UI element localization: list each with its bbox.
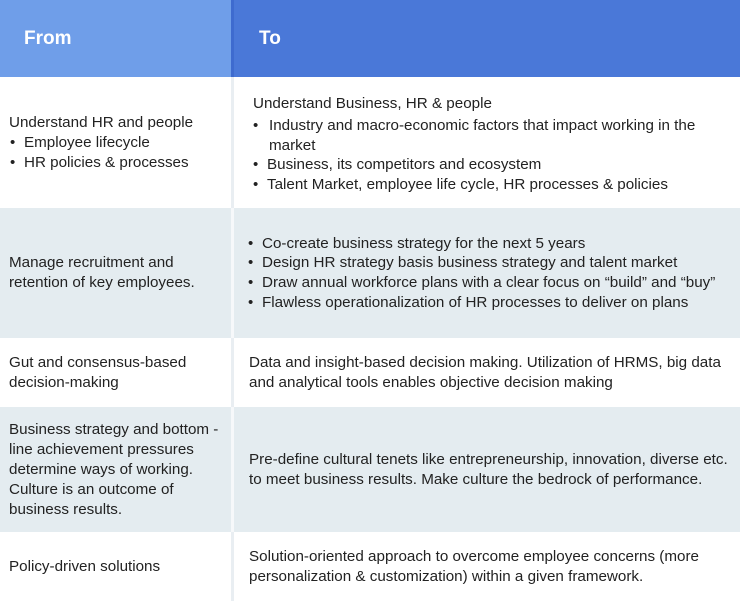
from-text: Policy-driven solutions	[9, 557, 161, 575]
from-cell	[0, 338, 231, 407]
from-cell	[0, 77, 231, 208]
from-cell	[0, 208, 231, 338]
table-row	[0, 77, 740, 208]
from-text: Gut and consensus-based decision-making	[9, 353, 187, 391]
to-cell	[233, 208, 740, 338]
from-text: Business strategy and bottom -line achievement pressures determine ways of working. Culture is an outcome of business results.	[9, 420, 219, 518]
list-item: • Draw annual workforce plans with a clear focus on “build” and “buy”	[248, 273, 732, 293]
table-header	[0, 0, 740, 77]
header-to-label: To	[259, 27, 281, 49]
to-title: Understand Business, HR & people	[253, 95, 492, 112]
header-to-cell	[231, 0, 740, 77]
from-text: Manage recruitment and retention of key employees.	[9, 254, 195, 291]
to-cell	[233, 407, 740, 532]
list-item: • Design HR strategy basis business strategy and talent market	[248, 253, 732, 273]
from-cell	[0, 407, 231, 532]
to-text: Solution-oriented approach to overcome employee concerns (more personalization & customization) within a given framework.	[249, 547, 699, 585]
table-row	[0, 338, 740, 407]
header-from-label: From	[24, 27, 72, 49]
to-bullet-list	[253, 116, 732, 194]
to-cell	[233, 338, 740, 407]
from-bullet-list	[9, 133, 225, 172]
list-item: • Talent Market, employee life cycle, HR processes & policies	[253, 175, 732, 195]
to-cell	[233, 77, 740, 208]
to-text: Data and insight-based decision making. Utilization of HRMS, big data and analytical tools enables objective decision making	[249, 353, 721, 391]
list-item: • Business, its competitors and ecosystem	[253, 155, 732, 175]
list-item: • Co-create business strategy for the next 5 years	[248, 234, 732, 254]
table-row	[0, 532, 740, 601]
from-cell	[0, 532, 231, 601]
table-row	[0, 208, 740, 338]
list-item: • Employee lifecycle	[10, 133, 225, 153]
to-cell	[233, 532, 740, 601]
header-from-cell	[0, 0, 231, 77]
to-text: Pre-define cultural tenets like entrepreneurship, innovation, diverse etc. to meet business results. Make culture the bedrock of performance.	[249, 450, 728, 488]
to-bullet-list	[248, 234, 732, 312]
list-item: • Flawless operationalization of HR processes to deliver on plans	[248, 293, 732, 313]
list-item: • Industry and macro-economic factors that impact working in the market	[253, 116, 732, 155]
from-title: Understand HR and people	[9, 113, 194, 131]
list-item: • HR policies & processes	[10, 153, 225, 173]
table-row	[0, 407, 740, 532]
